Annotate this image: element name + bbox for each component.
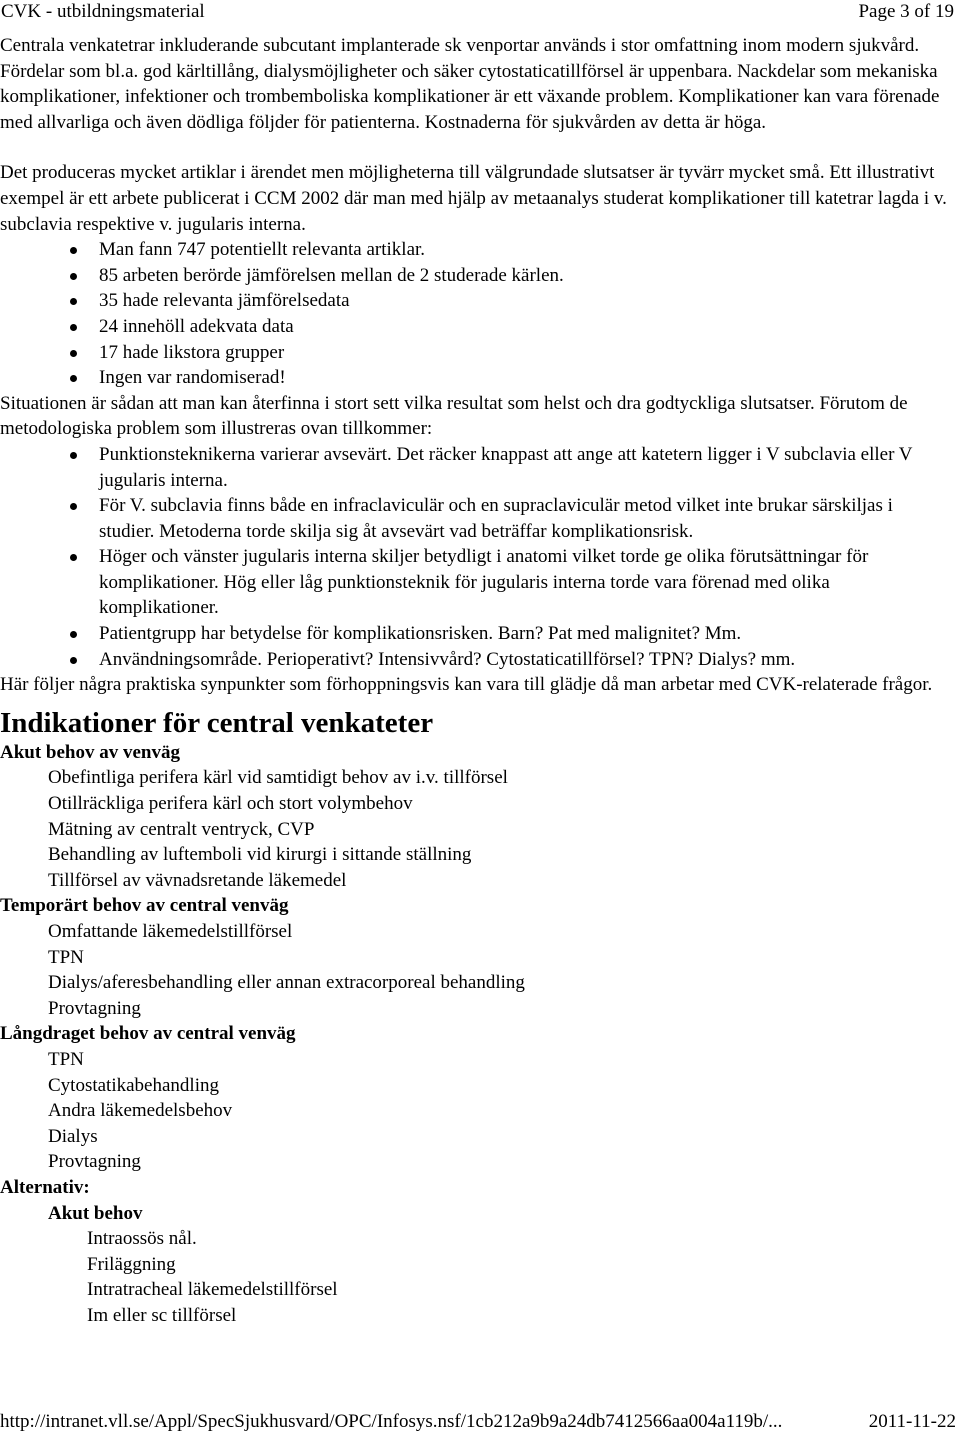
intro-paragraph-3: Situationen är sådan att man kan återfinna i stort sett vilka resultat som helst och dra godtyckliga slutsatser. Förutom de metodologiska problem som illustreras ovan tillkommer:: [0, 392, 908, 440]
list-item: Obefintliga perifera kärl vid samtidigt behov av i.v. tillförsel: [48, 767, 508, 789]
methodological-problems-list: [0, 442, 958, 672]
list-item: För V. subclavia finns både en infraclaviculär och en supraclaviculär metod vilket inte brukar särskiljas i studier. Metoderna torde skilja sig åt avsevärt vad beträffar komplikationsrisk.: [0, 493, 958, 544]
list-item: Användningsområde. Perioperativt? Intensivvård? Cytostaticatillförsel? TPN? Dialys? mm.: [0, 647, 958, 673]
page-header: [0, 0, 960, 24]
langdraget-list: [0, 1047, 958, 1175]
list-item: Dialys: [48, 1125, 98, 1147]
list-item: Friläggning: [87, 1253, 176, 1275]
print-date: 2011-11-22: [868, 1411, 956, 1432]
subheading-alternativ: Alternativ:: [0, 1176, 90, 1198]
list-item: 17 hade likstora grupper: [0, 340, 958, 366]
intro-paragraph-4: Här följer några praktiska synpunkter som förhoppningsvis kan vara till glädje då man arbetar med CVK-relaterade frågor.: [0, 674, 933, 696]
subheading-akut-behov: Akut behov: [48, 1202, 143, 1224]
list-item: Tillförsel av vävnadsretande läkemedel: [48, 869, 347, 891]
document-body: [0, 33, 958, 1329]
document-title: CVK - utbildningsmaterial: [1, 1, 205, 22]
list-item: Otillräckliga perifera kärl och stort volymbehov: [48, 793, 413, 815]
list-item: Mätning av centralt ventryck, CVP: [48, 818, 315, 840]
temporart-list: [0, 919, 958, 1021]
list-item: TPN: [48, 1048, 84, 1070]
list-item: Im eller sc tillförsel: [87, 1304, 237, 1326]
list-item: Provtagning: [48, 1151, 141, 1173]
akut-list: [0, 765, 958, 893]
page-number: Page 3 of 19: [858, 1, 954, 22]
list-item: Man fann 747 potentiellt relevanta artiklar.: [0, 237, 958, 263]
list-item: Andra läkemedelsbehov: [48, 1100, 233, 1122]
list-item: Provtagning: [48, 997, 141, 1019]
list-item: Cytostatikabehandling: [48, 1074, 219, 1096]
list-item: Patientgrupp har betydelse för komplikationsrisken. Barn? Pat med malignitet? Mm.: [0, 621, 958, 647]
intro-paragraph-1: Centrala venkatetrar inkluderande subcutant implanterade sk venportar används i stor omfattning inom modern sjukvård. Fördelar som bl.a. god kärltillång, dialysmöjligheter och säker cytostaticatillförsel är uppenbara. Nackdelar som mekaniska komplikationer, infektioner och trombemboliska komplikationer är ett växande problem. Komplikationer kan vara förenade med allvarliga och även dödliga följder för patienterna. Kostnaderna för sjukvården av detta är höga.: [0, 35, 940, 133]
list-item: 35 hade relevanta jämförelsedata: [0, 288, 958, 314]
list-item: 85 arbeten berörde jämförelsen mellan de 2 studerade kärlen.: [0, 263, 958, 289]
page-footer: [0, 1411, 960, 1433]
list-item: Höger och vänster jugularis interna skiljer betydligt i anatomi vilket torde ge olika förutsättningar för komplikationer. Hög eller låg punktionsteknik för jugularis interna torde vara förenad med olika komplikationer.: [0, 544, 958, 621]
section-heading-indications: Indikationer för central venkateter: [0, 706, 434, 739]
list-item: Intratracheal läkemedelstillförsel: [87, 1279, 338, 1301]
list-item: Ingen var randomiserad!: [0, 365, 958, 391]
paragraph-gap: [0, 135, 958, 160]
subheading-temporart: Temporärt behov av central venväg: [0, 895, 289, 917]
subheading-langdraget: Långdraget behov av central venväg: [0, 1023, 296, 1045]
list-item: TPN: [48, 946, 84, 968]
list-item: Omfattande läkemedelstillförsel: [48, 921, 293, 942]
study-findings-list: [0, 237, 958, 391]
intro-paragraph-2: Det produceras mycket artiklar i ärendet men möjligheterna till välgrundade slutsatser är tyvärr mycket små. Ett illustrativt exempel är ett arbete publicerat i CCM 2002 där man med hjälp av metaanalys studerat komplikationer till katetrar lagda i v. subclavia respektive v. jugularis interna.: [0, 162, 947, 235]
list-item: 24 innehöll adekvata data: [0, 314, 958, 340]
list-item: Behandling av luftemboli vid kirurgi i sittande ställning: [48, 844, 472, 866]
subheading-akut: Akut behov av venväg: [0, 741, 180, 763]
alternativ-list: [0, 1226, 958, 1328]
list-item: Dialys/aferesbehandling eller annan extracorporeal behandling: [48, 972, 525, 994]
list-item: Intraossös nål.: [87, 1228, 197, 1250]
source-url: http://intranet.vll.se/Appl/SpecSjukhusvard/OPC/Infosys.nsf/1cb212a9b9a24db7412566aa004a119b/...: [0, 1411, 783, 1432]
list-item: Punktionsteknikerna varierar avsevärt. Det räcker knappast att ange att katetern ligger i V subclavia eller V jugularis interna.: [0, 442, 958, 493]
